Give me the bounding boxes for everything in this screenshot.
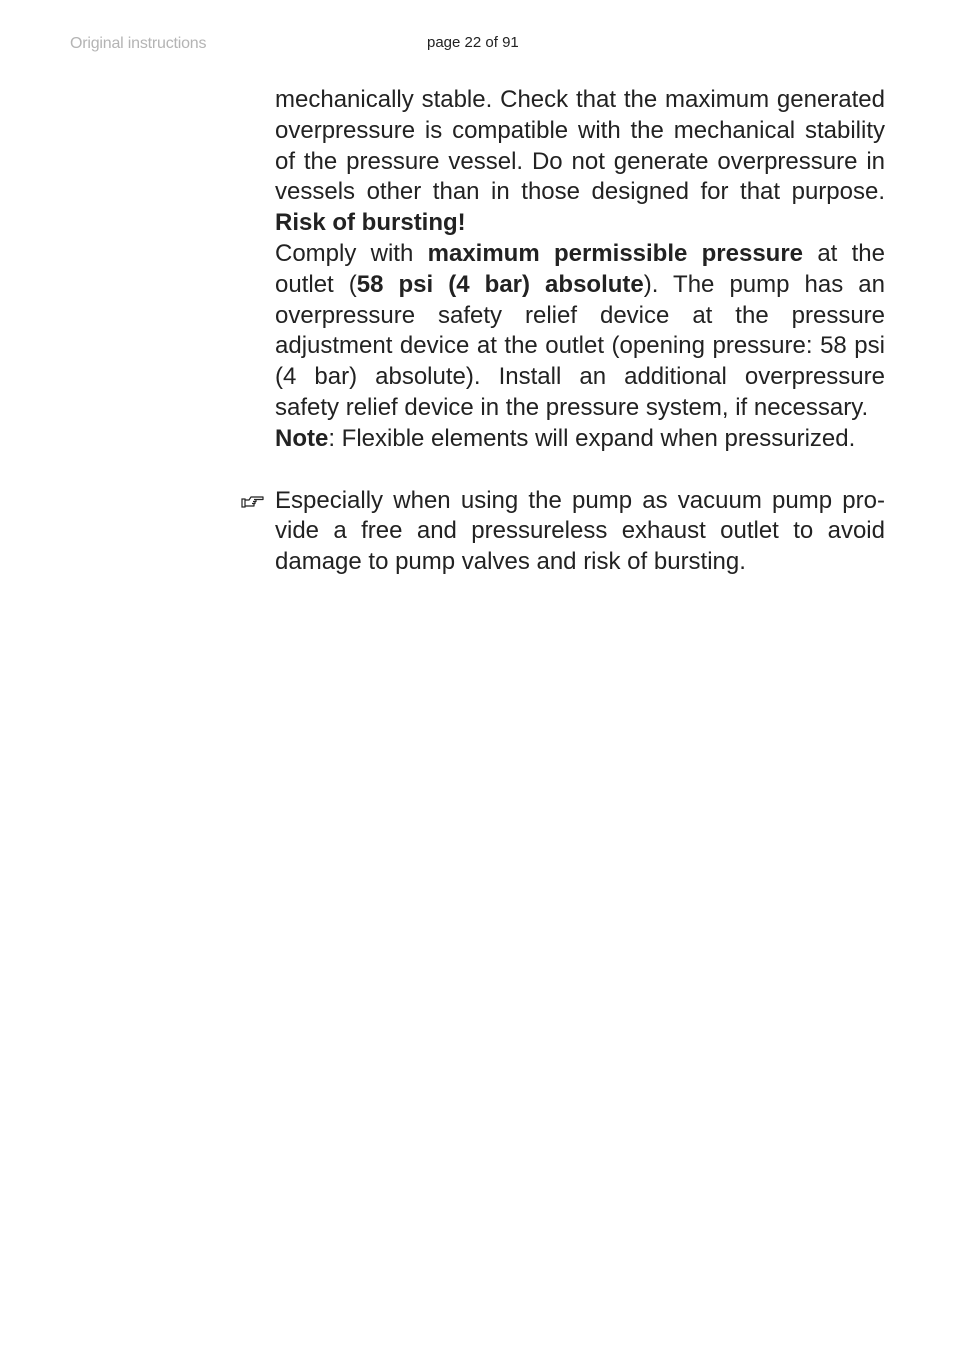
- note-label: Note: [275, 424, 329, 452]
- paragraph-text: Comply with: [275, 239, 428, 267]
- paragraph-text: ). The pump has an overpressure safety relief device at the pressure adjustment device at the outlet (opening pressure: 58 psi (4 bar) absolute). Install an additional overpressure safety relief device in the pressure system, if necessary.: [275, 270, 885, 421]
- max-pressure-emphasis: maximum permissible pressure: [427, 239, 804, 267]
- bursting-warning: Risk of bursting!: [275, 209, 466, 237]
- note-paragraph: [275, 424, 885, 455]
- instruction-bullet: [275, 486, 885, 578]
- paragraph-spacer: [275, 455, 885, 486]
- paragraph-text: at the outlet (: [275, 239, 886, 298]
- document-header-label: Original instructions: [70, 35, 207, 52]
- page-indicator: page 22 of 91: [427, 34, 519, 51]
- paragraph-max-pressure: [275, 239, 885, 424]
- paragraph-text: mechanically stable. Check that the maximum generated overpressure is compatible with the mechanical stability of the pressure vessel. Do not generate overpressure in vessels other than in those designed for that purpose.: [275, 86, 885, 206]
- pressure-value-emphasis: 58 psi (4 bar) absolute: [356, 270, 644, 298]
- note-text: : Flexible elements will expand when pressurized.: [328, 424, 856, 452]
- main-content: [275, 85, 885, 578]
- bullet-text: Especially when using the pump as vacuum pump provide a free and pressureless exhaust outlet to avoid damage to pump valves and risk of bursting.: [275, 486, 885, 576]
- pointing-hand-icon: [241, 492, 265, 510]
- paragraph-pressure-vessel: [275, 85, 885, 239]
